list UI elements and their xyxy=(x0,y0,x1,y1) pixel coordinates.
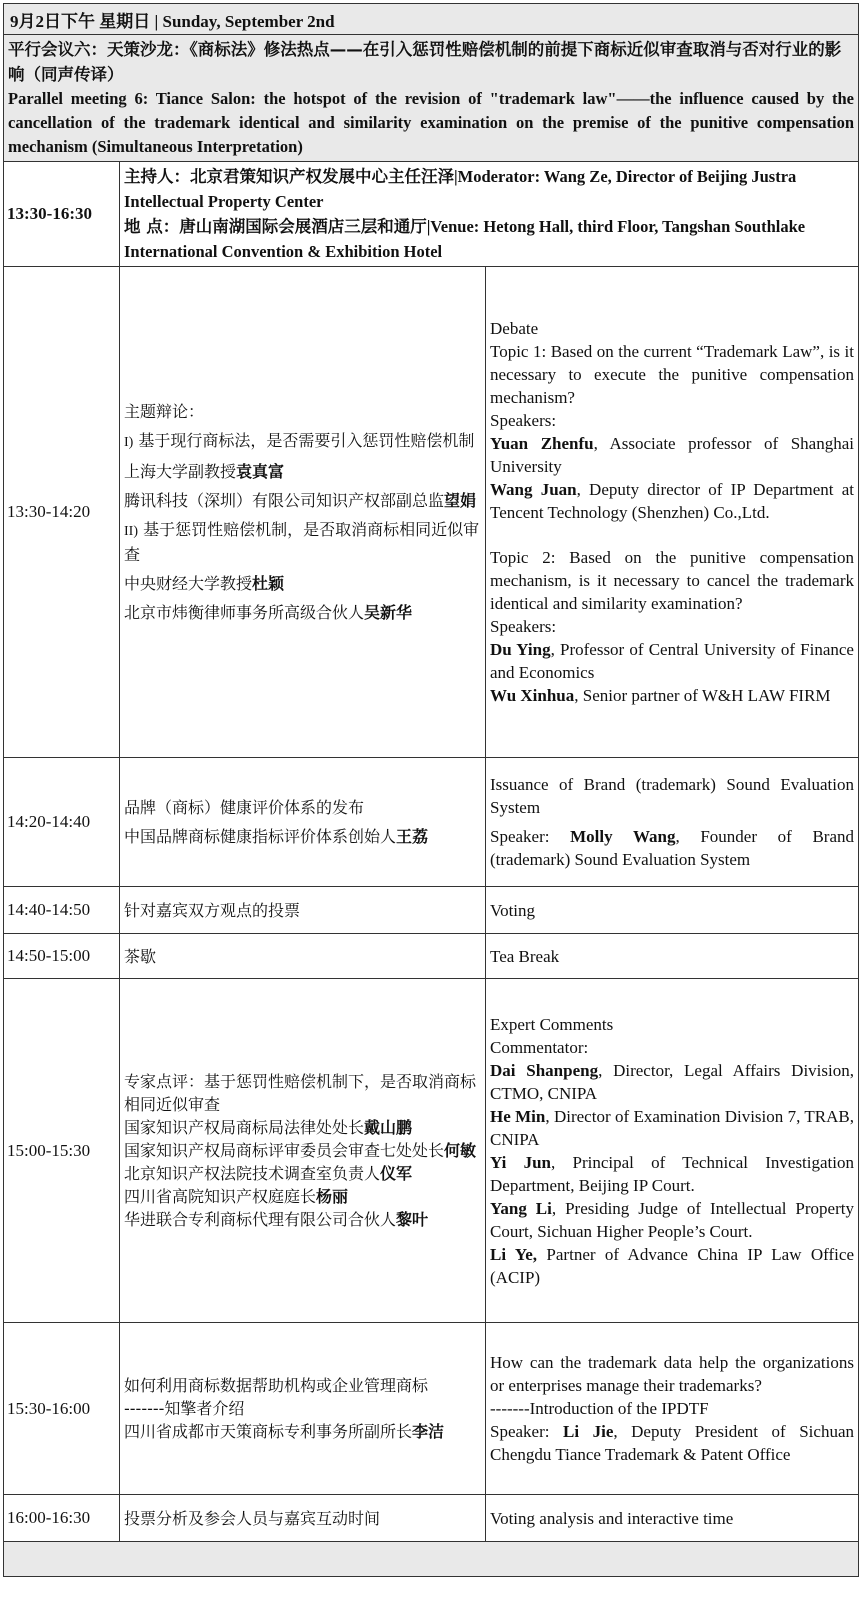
closing-row xyxy=(4,1495,859,1542)
speaker-title: , Senior partner of W&H LAW FIRM xyxy=(574,686,831,705)
debate-heading-zh: 主题辩论： xyxy=(124,402,205,421)
speaker-zh xyxy=(124,572,481,595)
time-cell: 14:40-14:50 xyxy=(4,887,120,934)
moderator-zh: 主持人：北京君策知识产权发展中心主任汪泽 xyxy=(124,167,454,186)
speaker-name: Wu Xinhua xyxy=(490,686,575,705)
commentator-name: Dai Shanpeng xyxy=(490,1060,599,1080)
data-session-title-en: How can the trademark data help the organizations or enterprises manage their trademarks? xyxy=(490,1353,854,1395)
speaker-title: 中国品牌商标健康指标评价体系创始人 xyxy=(124,827,397,846)
speaker-name: Du Ying xyxy=(490,640,551,659)
speaker-name: 王荔 xyxy=(396,827,429,846)
topic-text: 基于惩罚性赔偿机制，是否取消商标相同近似审查 xyxy=(124,520,480,564)
speaker-name: Yuan Zhenfu xyxy=(490,434,594,453)
session-title-en: Parallel meeting 6: Tiance Salon: the hotspot of the revision of "trademark law"——the influence caused by the cancellation of the trademark identical and similarity examination on the premise of the punitive compensation mechanism (Simultaneous Interpretation) xyxy=(8,89,854,156)
speaker-name: 杜颖 xyxy=(252,574,285,593)
speaker-label: Speaker: xyxy=(490,827,571,846)
brand-zh-cell xyxy=(120,758,486,887)
commentator-name: 杨丽 xyxy=(316,1187,349,1206)
time-cell: 13:30-14:20 xyxy=(4,267,120,758)
debate-zh-cell xyxy=(120,267,486,758)
commentator-name: Yang Li xyxy=(490,1198,552,1218)
date-header-row xyxy=(4,4,859,35)
commentator-en xyxy=(490,1197,854,1243)
closing-zh: 投票分析及参会人员与嘉宾互动时间 xyxy=(120,1495,486,1542)
debate-heading-en: Debate xyxy=(490,319,539,338)
commentator-title: , Director, Legal Affairs Division, CTMO, CNIPA xyxy=(490,1060,854,1103)
commentator-name: Li Ye, xyxy=(490,1244,538,1264)
speaker-name: Molly Wang xyxy=(570,827,676,846)
commentator-en xyxy=(490,1059,854,1105)
speaker-en xyxy=(490,825,854,871)
speaker-zh xyxy=(124,601,481,624)
speaker-name: 吴新华 xyxy=(364,603,413,622)
session-title-row xyxy=(4,35,859,162)
commentator-zh xyxy=(124,1116,481,1139)
speaker-zh xyxy=(124,825,481,848)
commentator-name: 仪军 xyxy=(380,1164,413,1183)
speaker-title: , Deputy President of Sichuan Chengdu Tiance Trademark & Patent Office xyxy=(490,1422,854,1464)
commentator-title: 四川省高院知识产权庭庭长 xyxy=(124,1187,317,1206)
moderator-venue-cell xyxy=(120,162,859,267)
speaker-title: 腾讯科技（深圳）有限公司知识产权部副总监 xyxy=(124,491,445,510)
debate-row xyxy=(4,267,859,758)
moderator-en: |Moderator: Wang Ze, Director of Beijing Justra Intellectual Property Center xyxy=(124,167,797,211)
speaker-en xyxy=(490,1420,854,1466)
topic-text: 基于现行商标法，是否需要引入惩罚性赔偿机制 xyxy=(133,431,475,450)
info-row xyxy=(4,162,859,267)
speaker-en xyxy=(490,478,854,524)
speaker-zh xyxy=(124,489,481,512)
speaker-title: , Professor of Central University of Finance and Economics xyxy=(490,640,854,682)
commentator-name: Yi Jun xyxy=(490,1152,552,1172)
commentator-title: 北京知识产权法院技术调查室负责人 xyxy=(124,1164,381,1183)
speaker-name: Li Jie xyxy=(563,1422,614,1441)
session-title xyxy=(4,35,859,162)
commentator-name: 黎叶 xyxy=(396,1210,429,1229)
spacer xyxy=(490,524,854,546)
commentator-en xyxy=(490,1151,854,1197)
commentator-zh xyxy=(124,1185,481,1208)
speakers-label: Speakers: xyxy=(490,411,557,430)
speaker-title: , Associate professor of Shanghai University xyxy=(490,434,854,476)
comments-row xyxy=(4,979,859,1323)
commentator-zh xyxy=(124,1208,481,1231)
comments-en-cell xyxy=(486,979,859,1323)
commentator-zh xyxy=(124,1139,481,1162)
commentator-title: , Director of Examination Division 7, TRAB, CNIPA xyxy=(490,1106,854,1149)
brand-en-cell xyxy=(486,758,859,887)
comments-heading-en: Expert Comments xyxy=(490,1014,614,1034)
venue-zh: 地 点：唐山南湖国际会展酒店三层和通厅 xyxy=(124,217,427,236)
tea-en: Tea Break xyxy=(486,934,859,979)
voting-zh: 针对嘉宾双方观点的投票 xyxy=(120,887,486,934)
time-cell: 14:50-15:00 xyxy=(4,934,120,979)
commentator-title: Partner of Advance China IP Law Office (ACIP) xyxy=(490,1244,854,1287)
speaker-name: 袁真富 xyxy=(236,462,285,481)
topic-2-en: Topic 2: Based on the punitive compensation mechanism, is it necessary to cancel the trademark identical and similarity examination? xyxy=(490,548,854,613)
speaker-en xyxy=(490,684,854,707)
topic-number: II) xyxy=(124,524,138,539)
data-session-intro-en: -------Introduction of the IPDTF xyxy=(490,1399,709,1418)
commentator-name: He Min xyxy=(490,1106,546,1126)
speaker-title: 四川省成都市天策商标专利事务所副所长 xyxy=(124,1422,413,1441)
commentator-title: 国家知识产权局商标评审委员会审查七处处长 xyxy=(124,1141,445,1160)
speaker-zh xyxy=(124,460,481,483)
time-cell: 13:30-16:30 xyxy=(4,162,120,267)
speaker-title: , Founder of Brand (trademark) Sound Evaluation System xyxy=(490,827,854,869)
venue-line xyxy=(124,214,854,264)
speaker-title: 中央财经大学教授 xyxy=(124,574,253,593)
speaker-name: Wang Juan xyxy=(490,480,577,499)
schedule-table xyxy=(3,3,859,1577)
tea-row xyxy=(4,934,859,979)
time-cell: 15:00-15:30 xyxy=(4,979,120,1323)
debate-en-cell xyxy=(486,267,859,758)
brand-title-zh: 品牌（商标）健康评价体系的发布 xyxy=(124,798,365,817)
speaker-en xyxy=(490,638,854,684)
speakers-label: Speakers: xyxy=(490,617,557,636)
comments-heading-zh: 专家点评：基于惩罚性赔偿机制下，是否取消商标相同近似审查 xyxy=(124,1072,477,1114)
speaker-title: 上海大学副教授 xyxy=(124,462,237,481)
commentator-title: , Presiding Judge of Intellectual Property Court, Sichuan Higher People’s Court. xyxy=(490,1198,854,1241)
footer-cell xyxy=(4,1542,859,1577)
brand-row xyxy=(4,758,859,887)
speaker-name: 望娟 xyxy=(444,491,477,510)
session-title-zh: 平行会议六：天策沙龙：《商标法》修法热点——在引入惩罚性赔偿机制的前提下商标近似审查取消与否对行业的影响（同声传译） xyxy=(8,40,842,84)
date-header: 9月2日下午 星期日 | Sunday, September 2nd xyxy=(4,4,859,35)
footer-row xyxy=(4,1542,859,1577)
topic-1-en: Topic 1: Based on the current “Trademark Law”, is it necessary to execute the punitive compensation mechanism? xyxy=(490,342,854,407)
commentator-title: 国家知识产权局商标局法律处处长 xyxy=(124,1118,365,1137)
brand-title-en: Issuance of Brand (trademark) Sound Evaluation System xyxy=(490,775,854,817)
topic-2-zh xyxy=(124,518,481,566)
commentator-label: Commentator: xyxy=(490,1037,589,1057)
data-session-en-cell xyxy=(486,1323,859,1495)
time-cell: 16:00-16:30 xyxy=(4,1495,120,1542)
commentator-name: 何敏 xyxy=(444,1141,477,1160)
commentator-name: 戴山鹏 xyxy=(364,1118,413,1137)
commentator-en xyxy=(490,1105,854,1151)
data-session-intro-zh: -------知擎者介绍 xyxy=(124,1399,245,1418)
speaker-zh xyxy=(124,1420,481,1443)
voting-row xyxy=(4,887,859,934)
comments-zh-cell xyxy=(120,979,486,1323)
speaker-label: Speaker: xyxy=(490,1422,564,1441)
moderator-line xyxy=(124,164,854,214)
time-cell: 14:20-14:40 xyxy=(4,758,120,887)
speaker-name: 李洁 xyxy=(412,1422,445,1441)
speaker-title: , Deputy director of IP Department at Tencent Technology (Shenzhen) Co.,Ltd. xyxy=(490,480,854,522)
speaker-title: 北京市炜衡律师事务所高级合伙人 xyxy=(124,603,365,622)
data-session-title-zh: 如何利用商标数据帮助机构或企业管理商标 xyxy=(124,1376,429,1395)
topic-number: I) xyxy=(124,435,134,450)
data-session-zh-cell xyxy=(120,1323,486,1495)
speaker-en xyxy=(490,432,854,478)
closing-en: Voting analysis and interactive time xyxy=(486,1495,859,1542)
venue-en: |Venue: Hetong Hall, third Floor, Tangshan Southlake International Convention & Exhibition Hotel xyxy=(124,217,806,261)
commentator-title: , Principal of Technical Investigation Department, Beijing IP Court. xyxy=(490,1152,854,1195)
tea-zh: 茶歇 xyxy=(120,934,486,979)
commentator-zh xyxy=(124,1162,481,1185)
voting-en: Voting xyxy=(486,887,859,934)
commentator-title: 华进联合专利商标代理有限公司合伙人 xyxy=(124,1210,397,1229)
topic-1-zh xyxy=(124,429,481,454)
commentator-en xyxy=(490,1243,854,1289)
time-cell: 15:30-16:00 xyxy=(4,1323,120,1495)
data-session-row xyxy=(4,1323,859,1495)
